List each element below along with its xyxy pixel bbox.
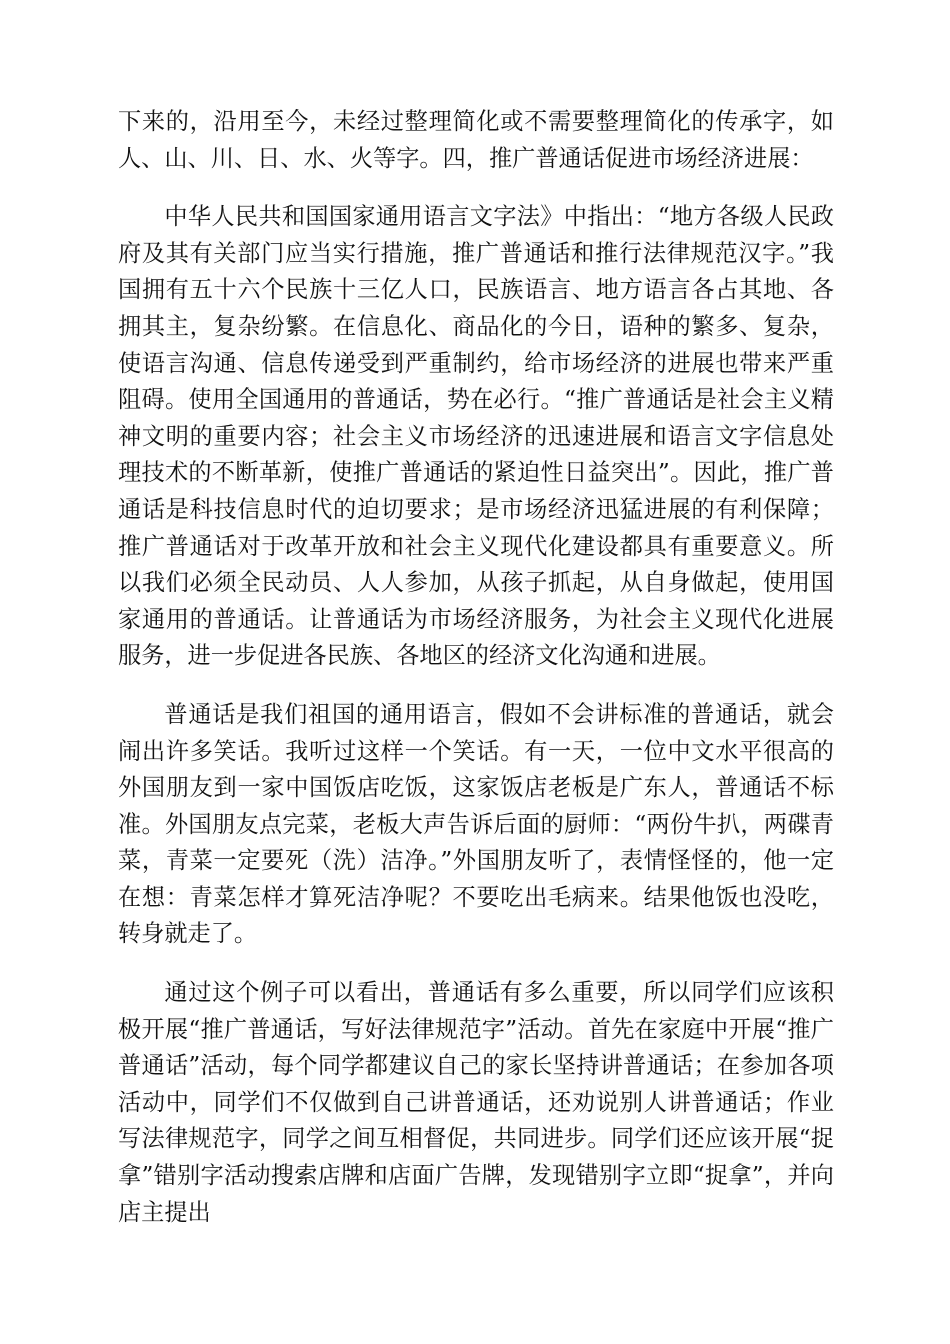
paragraph-campaign: 通过这个例子可以看出，普通话有多么重要，所以同学们应该积极开展“推广普通话，写好法律规范字”活动。首先在家庭中开展“推广普通话”活动，每个同学都建议自己的家长坚持讲普通话；在参加各项活动中，同学们不仅做到自己讲普通话，还劝说别人讲普通话；作业写法律规范字，同学之间互相督促，共同进步。同学们还应该开展“捉拿”错别字活动搜索店牌和店面广告牌，发现错别字立即“捉拿”，并向店主提出 <box>118 979 834 1226</box>
document-page <box>118 104 834 1231</box>
paragraph-continuation: 下来的，沿用至今，未经过整理简化或不需要整理简化的传承字，如人、山、川、日、水、火等字。四，推广普通话促进市场经济进展： <box>118 108 834 172</box>
paragraph-joke-story: 普通话是我们祖国的通用语言，假如不会讲标准的普通话，就会闹出许多笑话。我听过这样一个笑话。有一天，一位中文水平很高的外国朋友到一家中国饭店吃饭，这家饭店老板是广东人，普通话不标准。外国朋友点完菜，老板大声告诉后面的厨师：“两份牛扒，两碟青菜，青菜一定要死（洗）洁净。”外国朋友听了，表情怪怪的，他一定在想：青菜怎样才算死洁净呢？不要吃出毛病来。结果他饭也没吃，转身就走了。 <box>118 700 834 948</box>
paragraph-language-law: 中华人民共和国国家通用语言文字法》中指出：“地方各级人民政府及其有关部门应当实行措施，推广普通话和推行法律规范汉字。”我国拥有五十六个民族十三亿人口，民族语言、地方语言各占其地、各拥其主，复杂纷繁。在信息化、商品化的今日，语种的繁多、复杂，使语言沟通、信息传递受到严重制约，给市场经济的进展也带来严重阻碍。使用全国通用的普通话，势在必行。“推广普通话是社会主义精神文明的重要内容；社会主义市场经济的迅速进展和语言文字信息处理技术的不断革新，使推广普通话的紧迫性日益突出”。因此，推广普通话是科技信息时代的迫切要求；是市场经济迅猛进展的有利保障；推广普通话对于改革开放和社会主义现代化建设都具有重要意义。所以我们必须全民动员、人人参加，从孩子抓起，从自身做起，使用国家通用的普通话。让普通话为市场经济服务，为社会主义现代化进展服务，进一步促进各民族、各地区的经济文化沟通和进展。 <box>118 203 834 670</box>
